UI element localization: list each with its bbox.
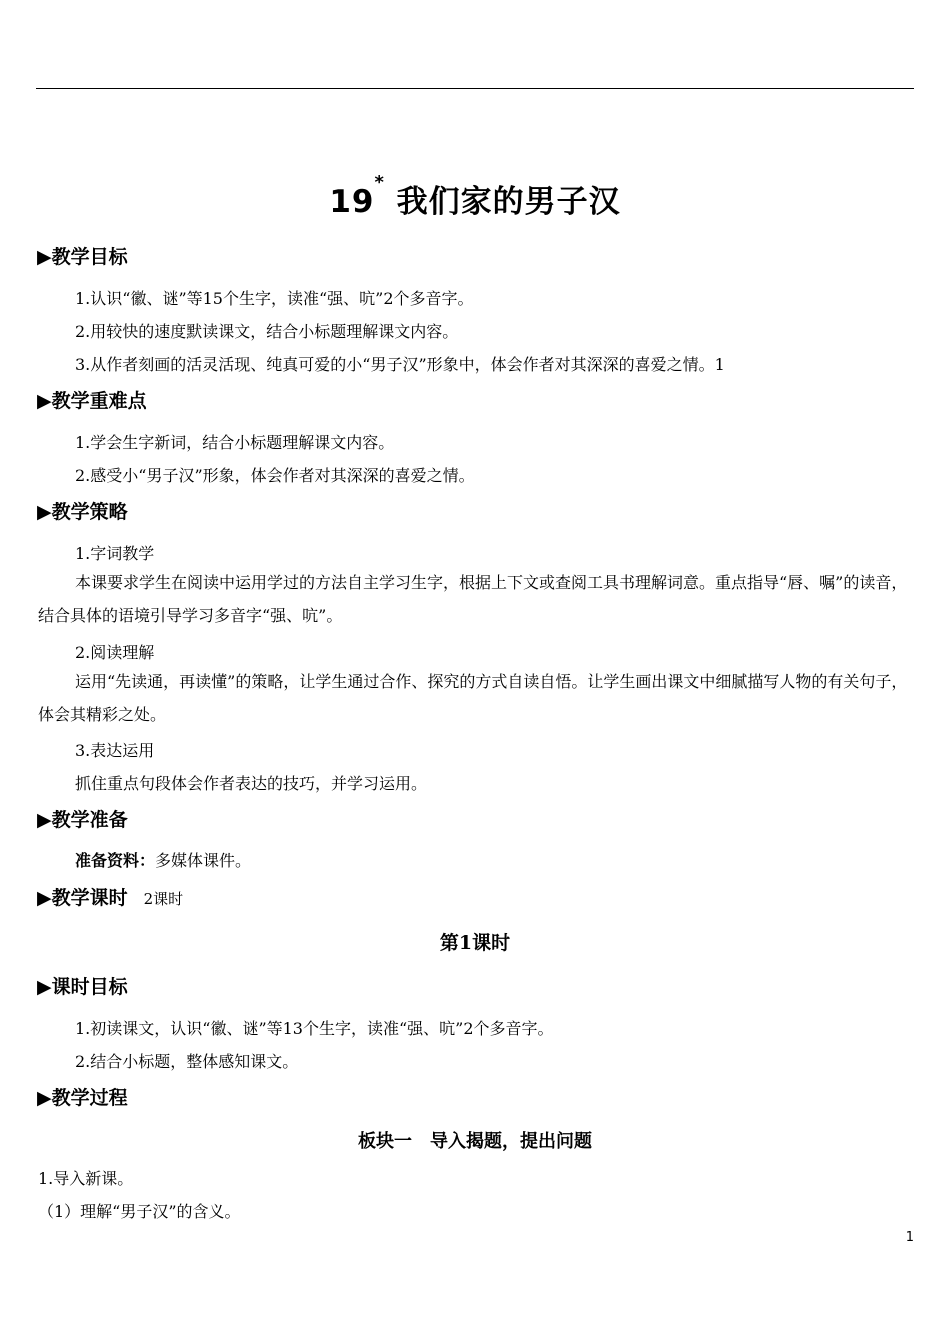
- section-heading-strategy: ▶教学策略: [37, 501, 128, 523]
- difficulty-item-1: 1.学会生字新词，结合小标题理解课文内容。: [75, 433, 395, 452]
- strategy-2-title: 2.阅读理解: [75, 643, 155, 662]
- block1-title: 板块一 导入揭题，提出问题: [358, 1131, 592, 1152]
- section-heading-process: ▶教学过程: [37, 1087, 128, 1109]
- strategy-3-body: 抓住重点句段体会作者表达的技巧，并学习运用。: [75, 774, 428, 793]
- page-title: 19* 我们家的男子汉: [329, 172, 621, 220]
- page-number: 1: [905, 1230, 914, 1245]
- lesson-goal-item-1: 1.初读课文，认识“徽、谜”等13个生字，读准“强、吭”2个多音字。: [75, 1019, 554, 1038]
- strategy-1-title: 1.字词教学: [75, 544, 155, 563]
- section-heading-lesson-goals: ▶课时目标: [37, 976, 128, 998]
- prep-value: 多媒体课件。: [155, 851, 252, 870]
- goal-item-2: 2.用较快的速度默读课文，结合小标题理解课文内容。: [75, 322, 459, 341]
- goal-item-1: 1.认识“徽、谜”等15个生字，读准“强、吭”2个多音字。: [75, 289, 474, 308]
- lesson-goal-item-2: 2.结合小标题，整体感知课文。: [75, 1052, 299, 1071]
- strategy-2-body: 运用“先读通，再读懂”的策略，让学生通过合作、探究的方式自读自悟。让学生画出课文中细腻描写人物的有关句子，体会其精彩之处。: [38, 672, 908, 724]
- header-rule: [36, 88, 914, 89]
- title-asterisk: *: [374, 172, 385, 193]
- prep-label: 准备资料：: [75, 851, 156, 870]
- hours-value: 2课时: [143, 890, 184, 908]
- strategy-3-title: 3.表达运用: [75, 741, 155, 760]
- strategy-1-body: 本课要求学生在阅读中运用学过的方法自主学习生字，根据上下文或查阅工具书理解词意。重点指导“唇、嘱”的读音，结合具体的语境引导学习多音字“强、吭”。: [38, 573, 908, 625]
- prep-line: [75, 848, 251, 871]
- process-step-1: 1.导入新课。: [38, 1169, 134, 1188]
- section-heading-hours: ▶教学课时 2课时: [37, 887, 184, 909]
- process-step-1-sub: （1）理解“男子汉”的含义。: [38, 1202, 241, 1221]
- section-heading-difficulties: ▶教学重难点: [37, 390, 147, 412]
- section-heading-goals: ▶教学目标: [37, 246, 128, 268]
- difficulty-item-2: 2.感受小“男子汉”形象，体会作者对其深深的喜爱之情。: [75, 466, 475, 485]
- section-heading-prep: ▶教学准备: [37, 809, 128, 831]
- lesson1-title: 第1课时: [439, 932, 511, 954]
- goal-item-3: 3.从作者刻画的活灵活现、纯真可爱的小“男子汉”形象中，体会作者对其深深的喜爱之情。1: [75, 355, 725, 374]
